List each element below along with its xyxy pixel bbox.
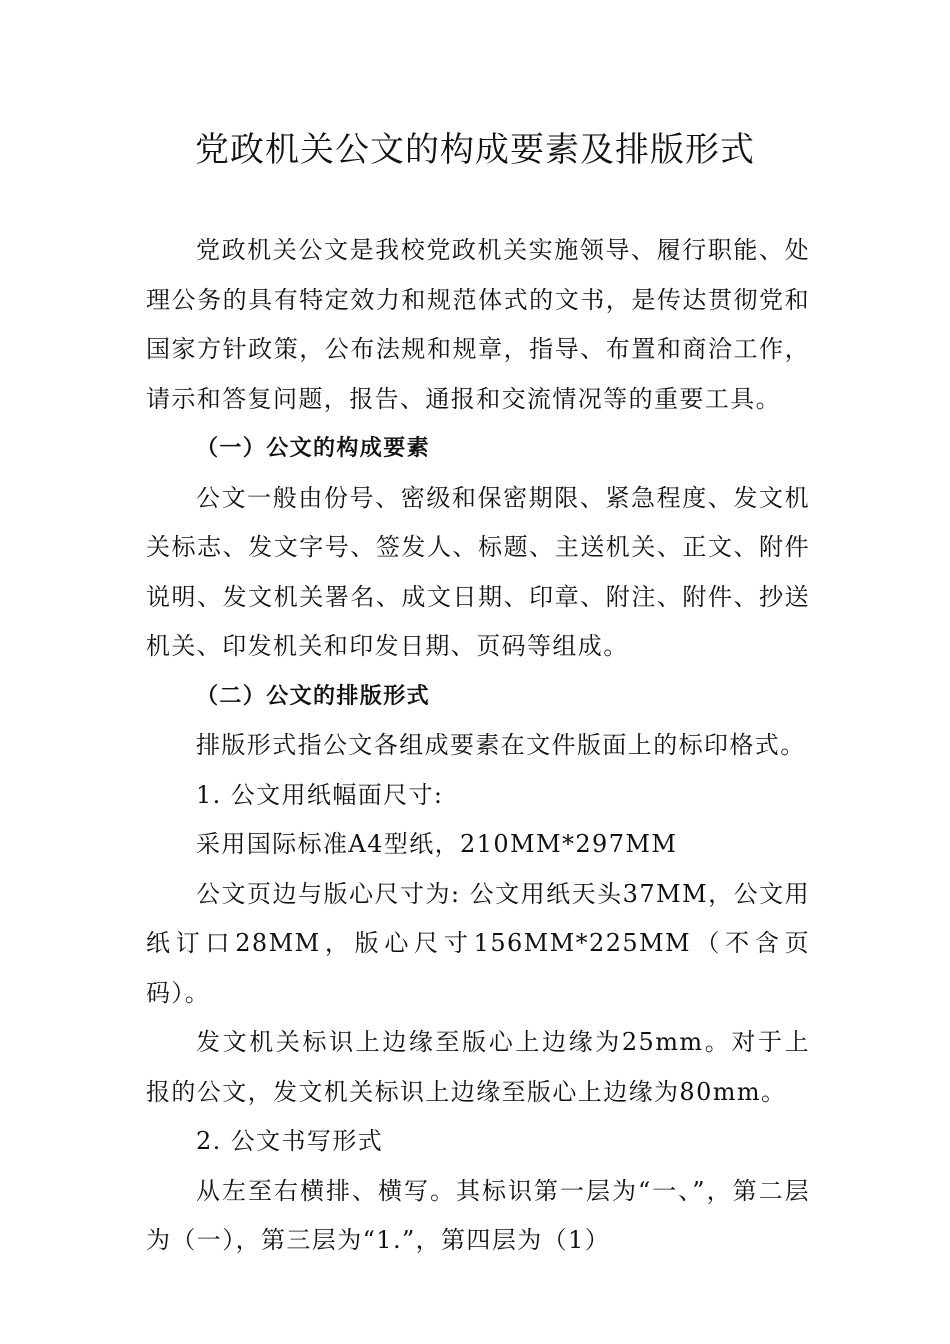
section-heading-composition: （一）公文的构成要素	[196, 436, 431, 461]
margins-paragraph: 公文页边与版心尺寸为: 公文用纸天头37MM，公文用纸订口28MM，版心尺寸156MM*225MM（不含页码）。	[146, 879, 810, 1007]
item-writing-format-title: 2. 公文书写形式	[196, 1127, 384, 1155]
paper-size-line: 采用国际标准A4型纸，210MM*297MM	[196, 830, 678, 858]
section-heading-layout: （二）公文的排版形式	[196, 683, 431, 709]
layout-intro-paragraph: 排版形式指公文各组成要素在文件版面上的标印格式。	[196, 731, 806, 759]
writing-format-paragraph: 从左至右横排、横写。其标识第一层为“一、”，第二层为（一），第三层为“1.”，第四层为（1）	[146, 1176, 810, 1254]
intro-paragraph: 党政机关公文是我校党政机关实施领导、履行职能、处理公务的具有特定效力和规范体式的文书，是传达贯彻党和国家方针政策，公布法规和规章，指导、布置和商洽工作，请示和答复问题，报告、通报和交流情况等的重要工具。	[146, 236, 810, 413]
document-title: 党政机关公文的构成要素及排版形式	[195, 130, 755, 170]
composition-paragraph: 公文一般由份号、密级和保密期限、紧急程度、发文机关标志、发文字号、签发人、标题、主送机关、正文、附件说明、发文机关署名、成文日期、印章、附注、附件、抄送机关、印发机关和印发日期、页码等组成。	[146, 483, 810, 660]
item-paper-size-title: 1. 公文用纸幅面尺寸:	[196, 780, 444, 809]
issuer-mark-paragraph: 发文机关标识上边缘至版心上边缘为25mm。对于上报的公文，发文机关标识上边缘至版心上边缘为80mm。	[146, 1028, 810, 1106]
document-body	[146, 226, 810, 1266]
